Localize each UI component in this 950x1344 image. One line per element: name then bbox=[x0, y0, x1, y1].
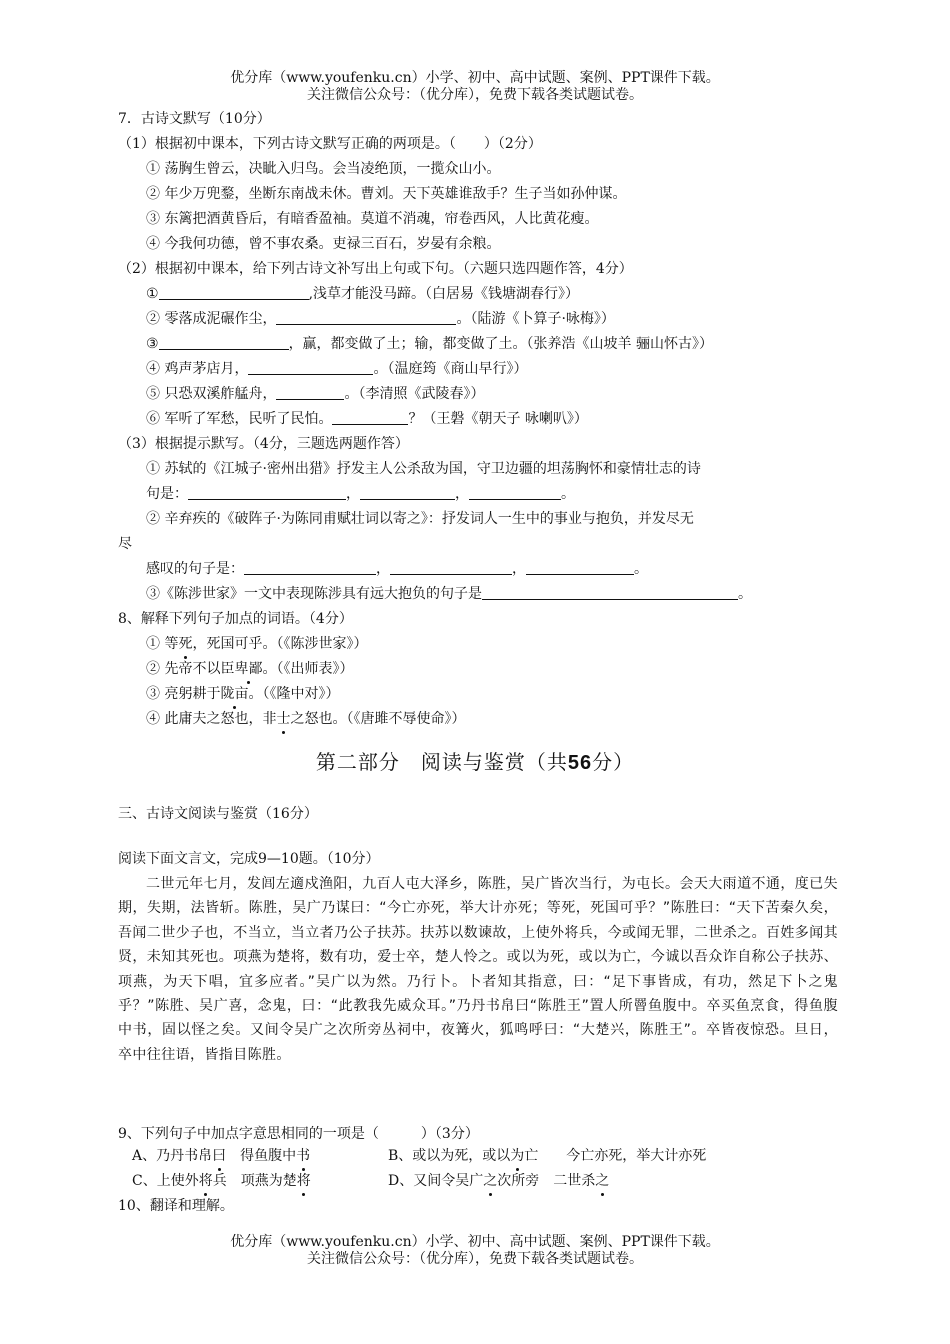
answer-blank[interactable] bbox=[159, 284, 309, 300]
item-text: ④ 此庸夫之怒也，非 bbox=[146, 711, 277, 727]
title-suffix: 分） bbox=[592, 750, 635, 774]
q8-title: 8、解释下列句子加点的词语。（4分） bbox=[118, 611, 353, 627]
option-text: 次所旁 二世杀 bbox=[497, 1173, 596, 1189]
item-text: ，死国可乎。（《陈涉世家》） bbox=[192, 636, 368, 652]
dotted-word: 陇亩 bbox=[220, 686, 249, 702]
separator: ， bbox=[346, 486, 360, 502]
item-suffix: 。（李清照《武陵春》） bbox=[344, 386, 485, 402]
q7-part1-option: ④ 今我何功德，曾不事农桑。吏禄三百石，岁晏有余粮。 bbox=[146, 236, 501, 252]
q8-item bbox=[146, 684, 339, 704]
separator: ， bbox=[512, 561, 526, 577]
section3-title: 三、古诗文阅读与鉴赏（16分） bbox=[118, 806, 318, 822]
item-suffix: ,浅草才能没马蹄。（白居易《钱塘湖春行》） bbox=[308, 286, 580, 302]
item-prefix: ② 零落成泥碾作尘， bbox=[146, 311, 277, 327]
q7-part1-option: ③ 东篱把酒黄昏后，有暗香盈袖。莫道不消魂，帘卷西风，人比黄花瘦。 bbox=[146, 211, 599, 227]
separator: 。 bbox=[634, 561, 648, 577]
answer-blank[interactable] bbox=[469, 484, 561, 500]
item-suffix: ，赢，都变做了土；输，都变做了土。（张养浩《山坡羊 骊山怀古》） bbox=[288, 336, 714, 352]
q7-part2-item bbox=[146, 334, 713, 354]
separator: ， bbox=[376, 561, 390, 577]
q7-title: 7．古诗文默写（10分） bbox=[118, 111, 271, 127]
q9-option-b bbox=[388, 1146, 706, 1166]
dotted-word: 死 bbox=[178, 636, 193, 652]
q7-part3-item2-line1: ② 辛弃疾的《破阵子·为陈同甫赋壮词以寄之》：抒发词人一生中的事业与抱负，并发尽无 bbox=[146, 511, 694, 527]
q9-option-d bbox=[388, 1171, 609, 1191]
answer-blank[interactable] bbox=[188, 484, 346, 500]
q7-part3-item1-line1: ① 苏轼的《江城子·密州出猎》抒发主人公杀敌为国，守卫边疆的坦荡胸怀和豪情壮志的诗 bbox=[146, 461, 701, 477]
title-prefix: 第二部分 阅读与鉴赏（共 bbox=[315, 750, 568, 774]
answer-blank[interactable] bbox=[276, 309, 456, 325]
dotted-char: 之 bbox=[483, 1173, 498, 1189]
item-text: 之怒也。（《唐雎不辱使命》） bbox=[290, 711, 466, 727]
item-prefix: ③ bbox=[146, 336, 159, 352]
part2-title bbox=[0, 749, 950, 776]
answer-blank[interactable] bbox=[332, 409, 408, 425]
q7-part3-item2-wrap: 尽 bbox=[118, 536, 132, 552]
q7-part2-item bbox=[146, 284, 579, 304]
q7-part2-item bbox=[146, 309, 615, 329]
option-text: 亡 今亡亦死，举大计亦死 bbox=[524, 1148, 707, 1164]
q7-part3-item2-line2 bbox=[146, 559, 648, 579]
q7-part3-stem: （3）根据提示默写。（4分，三题选两题作答） bbox=[118, 436, 409, 452]
item-text: 。（《隆中对》） bbox=[248, 686, 340, 702]
answer-blank[interactable] bbox=[159, 334, 289, 350]
answer-blank[interactable] bbox=[390, 559, 512, 575]
q7-part3-item1-line2 bbox=[146, 484, 575, 504]
q7-part1-option: ② 年少万兜鍪，坐断东南战未休。曹刘。天下英雄谁敌手？生子当如孙仲谋。 bbox=[146, 186, 627, 202]
answer-blank[interactable] bbox=[276, 384, 344, 400]
q7-part2-item bbox=[146, 409, 588, 429]
q7-part3-item3 bbox=[146, 584, 752, 604]
item-prefix: ③《陈涉世家》一文中表现陈涉具有远大抱负的句子是 bbox=[146, 586, 482, 602]
header-line-1: 优分库（www.youfenku.cn）小学、初中、高中试题、案例、PPT课件下载。 bbox=[230, 70, 720, 86]
header-line-2: 关注微信公众号：（优分库），免费下载各类试题试卷。 bbox=[307, 87, 643, 103]
item-prefix: 感叹的句子是： bbox=[146, 561, 244, 577]
item-text: ① 等 bbox=[146, 636, 179, 652]
item-text: ③ 亮躬耕于 bbox=[146, 686, 221, 702]
dotted-word: 士 bbox=[276, 711, 291, 727]
item-suffix: 。（温庭筠《商山早行》） bbox=[373, 361, 528, 377]
separator: 。 bbox=[561, 486, 575, 502]
dotted-char: 将 bbox=[296, 1173, 311, 1189]
dotted-char: 为 bbox=[510, 1148, 525, 1164]
dotted-char: 曰 bbox=[212, 1148, 227, 1164]
q7-part2-item bbox=[146, 359, 527, 379]
q7-part1-stem: （1）根据初中课本，下列古诗文默写正确的两项是。（ ）（2分） bbox=[118, 136, 542, 152]
q8-item bbox=[146, 659, 353, 679]
item-prefix: ④ 鸡声茅店月， bbox=[146, 361, 249, 377]
q7-part2-stem: （2）根据初中课本，给下列古诗文补写出上句或下句。（六题只选四题作答，4分） bbox=[118, 261, 633, 277]
q7-part1-option: ① 荡胸生曾云，决眦入归鸟。会当凌绝顶，一揽众山小。 bbox=[146, 161, 501, 177]
answer-blank[interactable] bbox=[360, 484, 455, 500]
item-text: 。（《出师表》） bbox=[262, 661, 354, 677]
option-text: 得鱼腹中 bbox=[226, 1148, 297, 1164]
separator: 。 bbox=[738, 586, 752, 602]
dotted-char: 将 bbox=[198, 1173, 213, 1189]
item-prefix: ① bbox=[146, 286, 159, 302]
option-text: C、上使外 bbox=[132, 1173, 199, 1189]
footer-line-2: 关注微信公众号：（优分库），免费下载各类试题试卷。 bbox=[307, 1251, 643, 1267]
q9-option-a bbox=[132, 1146, 310, 1166]
option-label: A、 bbox=[132, 1148, 157, 1164]
footer-line-1: 优分库（www.youfenku.cn）小学、初中、高中试题、案例、PPT课件下载。 bbox=[230, 1234, 720, 1250]
item-suffix: 。（陆游《卜算子·咏梅》） bbox=[456, 311, 615, 327]
q9-stem: 9、下列句子中加点字意思相同的一项是（ ）（3分） bbox=[118, 1126, 479, 1142]
reading-intro: 阅读下面文言文，完成9—10题。（10分） bbox=[118, 851, 380, 867]
item-suffix: ？（王磐《朝天子 咏喇叭》） bbox=[408, 411, 588, 427]
q7-part2-item bbox=[146, 384, 484, 404]
classical-passage: 二世元年七月，发闾左適戍渔阳，九百人屯大泽乡，陈胜，吴广皆次当行，为屯长。会天大雨道不通，度已失期，失期，法皆斩。陈胜，吴广乃谋曰：“今亡亦死，举大计亦死；等死，死国可乎？”陈胜曰：“天下苦秦久矣，吾闻二世少子也，不当立，当立者乃公子扶苏。扶苏以数谏故，上使外将兵，今或闻无罪，二世杀之。百姓多闻其贤，未知其死也。项燕为楚将，数有功，爱士卒，楚人怜之。或以为死，或以为亡，今诚以吾众诈自称公子扶苏、项燕，为天下唱，宜多应者。”吴广以为然。乃行卜。卜者知其指意，曰：“足下事皆成，有功，然足下卜之鬼乎？”陈胜、吴广喜，念鬼，曰：“此教我先威众耳。”乃丹书帛曰“陈胜王”置人所罾鱼腹中。卒买鱼烹食，得鱼腹中书，固以怪之矣。又间令吴广之次所旁丛祠中，夜篝火，狐鸣呼曰：“大楚兴，陈胜王”。卒皆夜惊恐。旦日，卒中往往语，皆指目陈胜。 bbox=[118, 876, 838, 1063]
option-text: 兵 项燕为楚 bbox=[212, 1173, 297, 1189]
answer-blank[interactable] bbox=[244, 559, 376, 575]
item-prefix: 句是： bbox=[146, 486, 188, 502]
separator: ， bbox=[455, 486, 469, 502]
option-text: D、又间令吴广 bbox=[388, 1173, 484, 1189]
item-prefix: ⑤ 只恐双溪舴艋舟， bbox=[146, 386, 277, 402]
dotted-char: 之 bbox=[595, 1173, 610, 1189]
dotted-char: 书 bbox=[296, 1148, 311, 1164]
item-text: ② 先帝不以臣 bbox=[146, 661, 235, 677]
q8-item bbox=[146, 634, 367, 654]
answer-blank[interactable] bbox=[482, 584, 738, 600]
q10-stem: 10、翻译和理解。 bbox=[118, 1198, 234, 1214]
option-text: 乃丹书帛 bbox=[156, 1148, 213, 1164]
option-text: B、或以为死，或以 bbox=[388, 1148, 511, 1164]
q9-option-c bbox=[132, 1171, 311, 1191]
answer-blank[interactable] bbox=[248, 359, 373, 375]
dotted-word: 卑鄙 bbox=[234, 661, 263, 677]
answer-blank[interactable] bbox=[526, 559, 634, 575]
q8-item bbox=[146, 709, 465, 729]
title-score: 56 bbox=[567, 752, 593, 774]
item-prefix: ⑥ 军听了军愁，民听了民怕。 bbox=[146, 411, 333, 427]
